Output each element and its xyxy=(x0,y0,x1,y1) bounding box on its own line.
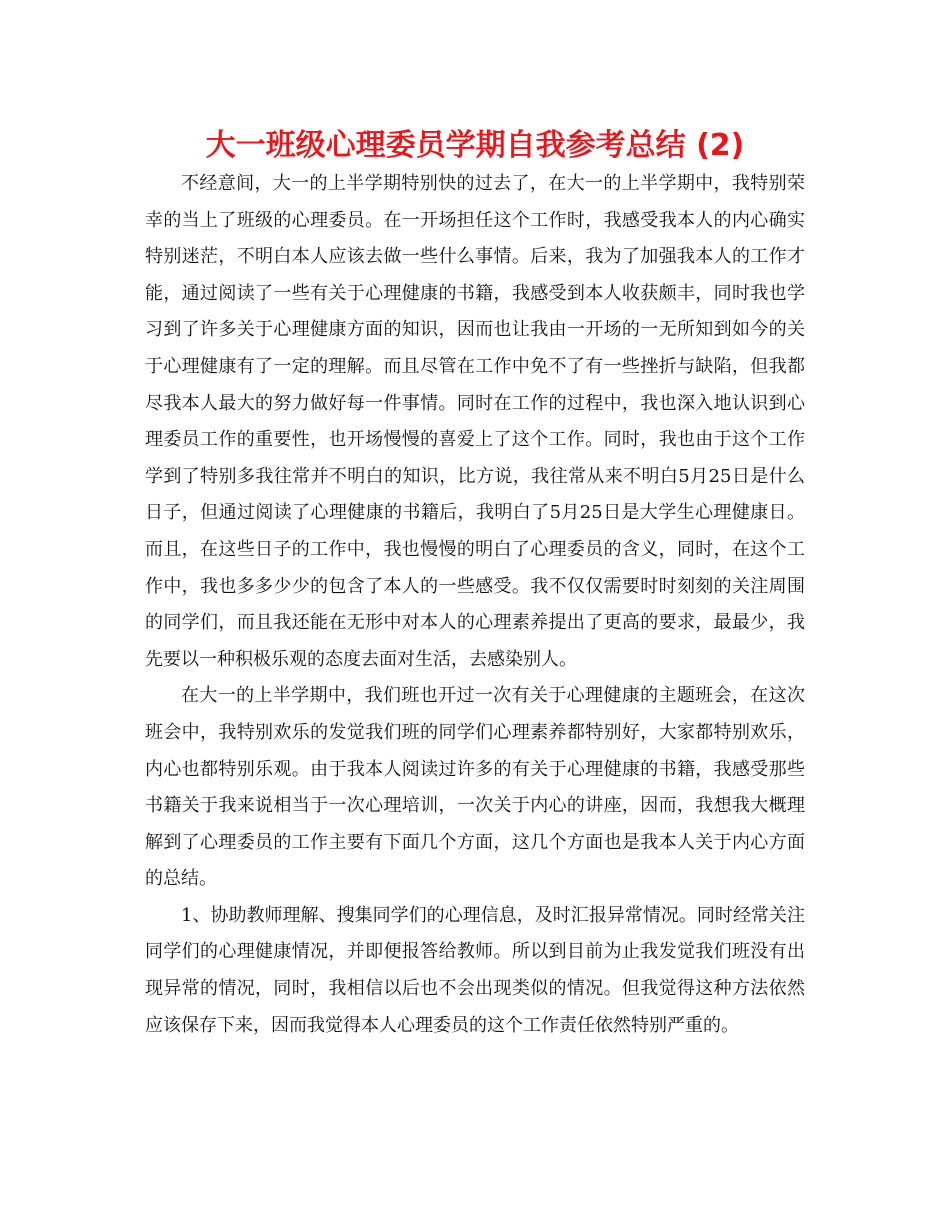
document-title: 大一班级心理委员学期自我参考总结 (2) xyxy=(205,128,745,163)
document-body xyxy=(145,166,805,1044)
paragraph: 不经意间，大一的上半学期特别快的过去了，在大一的上半学期中，我特别荣幸的当上了班级的心理委员。在一开场担任这个工作时，我感受我本人的内心确实特别迷茫，不明白本人应该去做一些什么事情。后来，我为了加强我本人的工作才能，通过阅读了一些有关于心理健康的书籍，我感受到本人收获颇丰，同时我也学习到了许多关于心理健康方面的知识，因而也让我由一开场的一无所知到如今的关于心理健康有了一定的理解。而且尽管在工作中免不了有一些挫折与缺陷，但我都尽我本人最大的努力做好每一件事情。同时在工作的过程中，我也深入地认识到心理委员工作的重要性，也开场慢慢的喜爱上了这个工作。同时，我也由于这个工作学到了特别多我往常并不明白的知识，比方说，我往常从来不明白5月25日是什么日子，但通过阅读了心理健康的书籍后，我明白了5月25日是大学生心理健康日。而且，在这些日子的工作中，我也慢慢的明白了心理委员的含义，同时，在这个工作中，我也多多少少的包含了本人的一些感受。我不仅仅需要时时刻刻的关注周围的同学们，而且我还能在无形中对本人的心理素养提出了更高的要求，最最少，我先要以一种积极乐观的态度去面对生活，去感染别人。 xyxy=(145,173,805,670)
paragraph: 1、协助教师理解、搜集同学们的心理信息，及时汇报异常情况。同时经常关注同学们的心理健康情况，并即便报答给教师。所以到目前为止我发觉我们班没有出现异常的情况，同时，我相信以后也不会出现类似的情况。但我觉得这种方法依然应该保存下来，因而我觉得本人心理委员的这个工作责任依然特别严重的。 xyxy=(145,904,805,1036)
paragraph: 在大一的上半学期中，我们班也开过一次有关于心理健康的主题班会，在这次班会中，我特别欢乐的发觉我们班的同学们心理素养都特别好，大家都特别欢乐，内心也都特别乐观。由于我本人阅读过许多的有关于心理健康的书籍，我感受那些书籍关于我来说相当于一次心理培训，一次关于内心的讲座，因而，我想我大概理解到了心理委员的工作主要有下面几个方面，这几个方面也是我本人关于内心方面的总结。 xyxy=(145,685,805,890)
